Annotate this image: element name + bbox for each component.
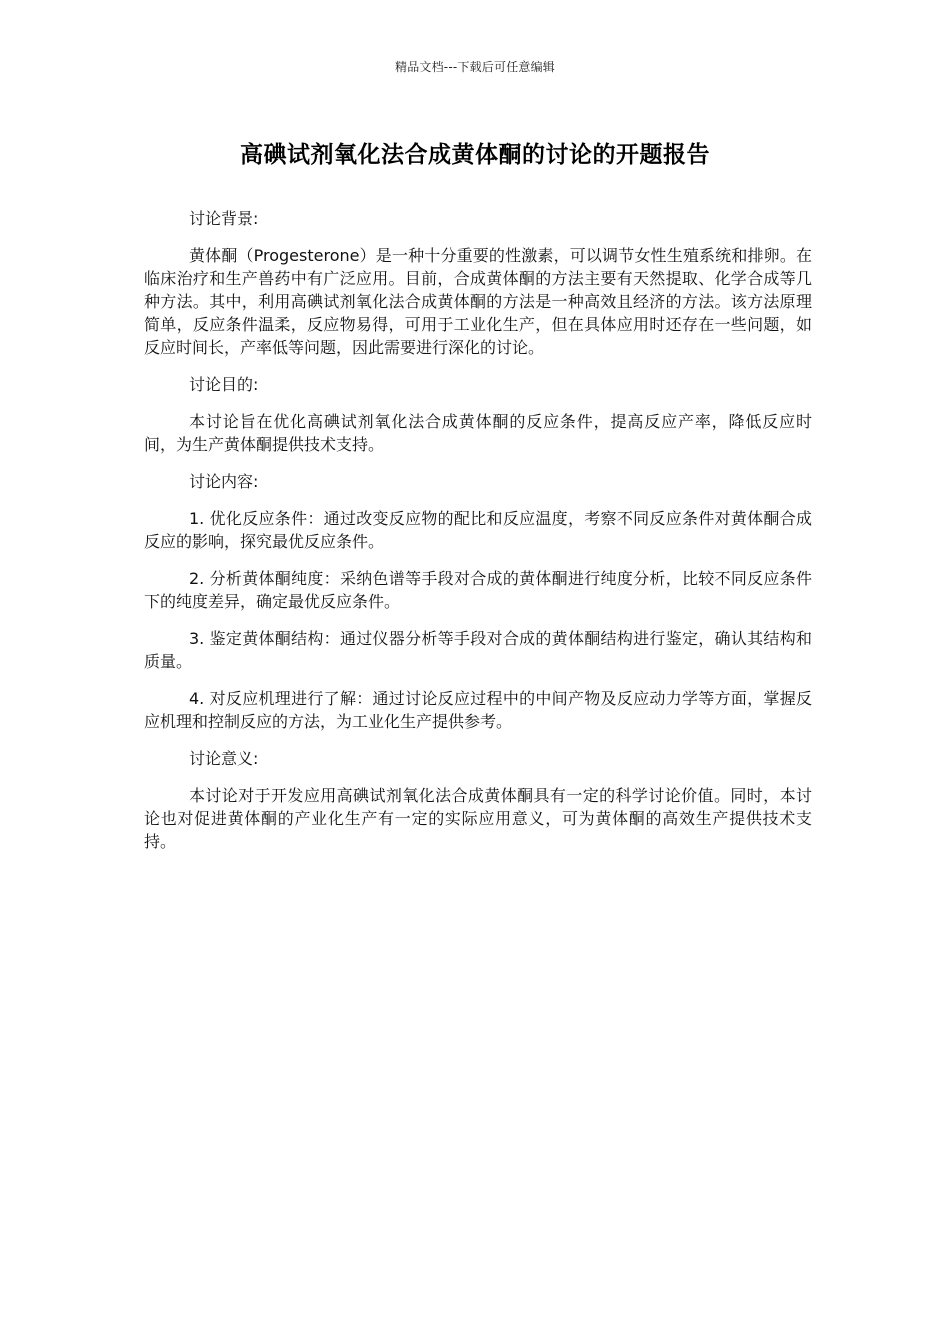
header-note: 精品文档---下载后可任意编辑 (395, 60, 555, 74)
section-heading-significance: 讨论意义: (189, 749, 259, 768)
paragraph-purpose: 本讨论旨在优化高碘试剂氧化法合成黄体酮的反应条件，提高反应产率，降低反应时间，为生产黄体酮提供技术支持。 (144, 412, 812, 454)
list-item-1: 1. 优化反应条件：通过改变反应物的配比和反应温度，考察不同反应条件对黄体酮合成反应的影响，探究最优反应条件。 (144, 509, 812, 551)
paragraph-background: 黄体酮（Progesterone）是一种十分重要的性激素，可以调节女性生殖系统和排卵。在临床治疗和生产兽药中有广泛应用。目前，合成黄体酮的方法主要有天然提取、化学合成等几种方法。其中，利用高碘试剂氧化法合成黄体酮的方法是一种高效且经济的方法。该方法原理简单，反应条件温柔，反应物易得，可用于工业化生产，但在具体应用时还存在一些问题，如反应时间长，产率低等问题，因此需要进行深化的讨论。 (144, 246, 812, 357)
section-heading-content: 讨论内容: (189, 472, 259, 491)
list-item-4: 4. 对反应机理进行了解：通过讨论反应过程中的中间产物及反应动力学等方面，掌握反应机理和控制反应的方法，为工业化生产提供参考。 (144, 689, 812, 731)
section-heading-purpose: 讨论目的: (189, 375, 259, 394)
document-body (144, 207, 812, 867)
document-title: 高碘试剂氧化法合成黄体酮的讨论的开题报告 (240, 142, 710, 168)
list-item-2: 2. 分析黄体酮纯度：采纳色谱等手段对合成的黄体酮进行纯度分析，比较不同反应条件下的纯度差异，确定最优反应条件。 (144, 569, 812, 611)
section-heading-background: 讨论背景: (189, 209, 259, 228)
list-item-3: 3. 鉴定黄体酮结构：通过仪器分析等手段对合成的黄体酮结构进行鉴定，确认其结构和质量。 (144, 629, 812, 671)
paragraph-significance: 本讨论对于开发应用高碘试剂氧化法合成黄体酮具有一定的科学讨论价值。同时，本讨论也对促进黄体酮的产业化生产有一定的实际应用意义，可为黄体酮的高效生产提供技术支持。 (144, 786, 812, 851)
